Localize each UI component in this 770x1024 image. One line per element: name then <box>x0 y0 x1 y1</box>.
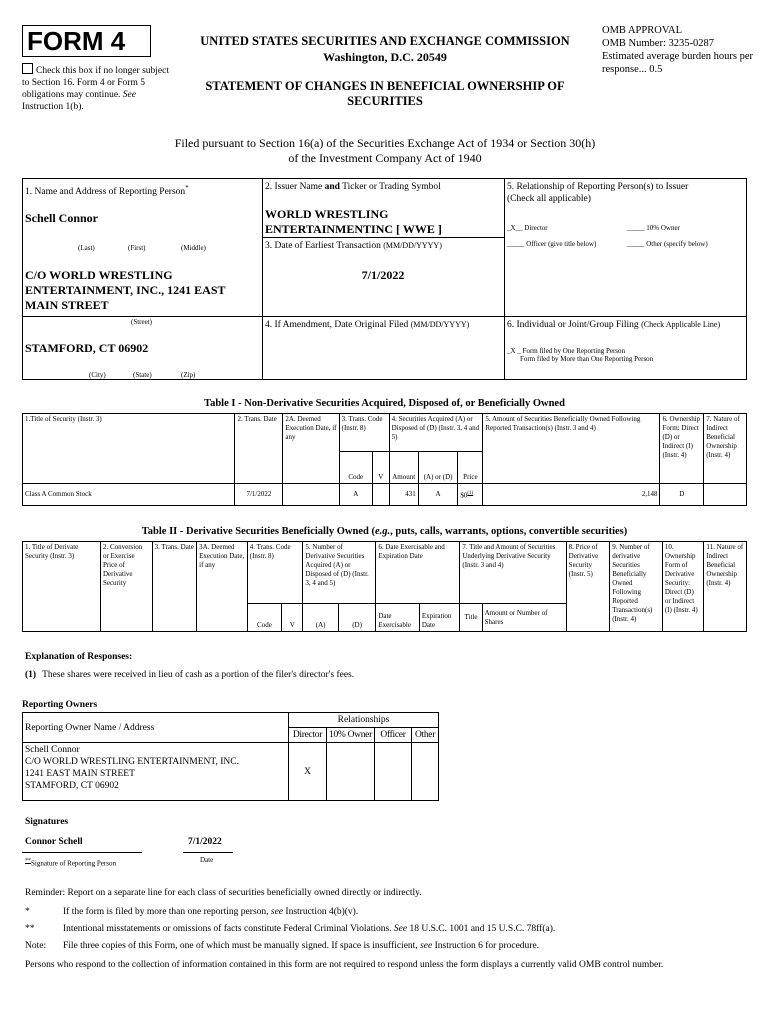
signature-label: **Signature of Reporting Person <box>25 858 116 868</box>
note-double-star: Intentional misstatements or omissions of facts constitute Federal Criminal Violations. See 18 U.S.C. 1001 and 15 U.S.C. 78ff(a). <box>63 924 556 934</box>
state-label: (State) <box>133 371 152 379</box>
form-title-box <box>22 25 151 57</box>
street-label: (Street) <box>131 318 152 326</box>
t2-h-conversion: 2. Conversion or Exercise Price of Derivative Security <box>100 542 152 632</box>
reporting-person-street: C/O WORLD WRESTLING ENTERTAINMENT, INC., 1241 EAST MAIN STREET <box>25 268 226 312</box>
signatures-heading: Signatures <box>25 817 69 827</box>
no-longer-subject-checkbox-text: Check this box if no longer subject to Section 16. Form 4 or Form 5 obligations may continue. See Instruction 1(b). <box>22 63 172 113</box>
owner-col-name: Reporting Owner Name / Address <box>23 713 289 743</box>
reporting-owners-table <box>22 712 439 801</box>
note-star-marker: * <box>25 907 30 917</box>
table2 <box>22 541 747 632</box>
t1-amount: 431 <box>389 484 418 506</box>
officer-option: _____ Officer (give title below) <box>507 240 597 248</box>
t1-h-nature: 7. Nature of Indirect Beneficial Ownership (Instr. 4) <box>704 414 747 484</box>
owner-ten-pct-mark <box>327 743 375 801</box>
t1-aord: A <box>418 484 458 506</box>
t2-h-price: 8. Price of Derivative Security (Instr. 5) <box>566 542 610 632</box>
t2-h-title: 1. Title of Derivate Security (Instr. 3) <box>23 542 101 632</box>
earliest-transaction-date: 7/1/2022 <box>361 268 405 282</box>
explanation-heading: Explanation of Responses: <box>25 652 133 662</box>
t1-h-form: 6. Ownership Form: Direct (D) or Indirect (I) (Instr. 4) <box>660 414 704 484</box>
t1-h-deemed: 2A. Deemed Execution Date, if any <box>283 414 339 484</box>
owner-col-director: Director <box>289 728 327 743</box>
city-label: (City) <box>89 371 106 379</box>
t1-sub-aord: (A) or (D) <box>418 452 458 484</box>
owner-officer-mark <box>375 743 412 801</box>
t1-form: D <box>660 484 704 506</box>
t1-h-code: 3. Trans. Code (Instr. 8) <box>339 414 389 452</box>
t2-sub-v: V <box>282 604 303 632</box>
box1-label: 1. Name and Address of Reporting Person* <box>25 184 189 198</box>
form-title: FORM 4 <box>27 26 126 56</box>
omb-persons-notice: Persons who respond to the collection of information contained in this form are not required to respond unless the form displays a currently valid OMB control number. <box>25 960 664 970</box>
t2-h-deemed: 3A. Deemed Execution Date, if any <box>197 542 248 632</box>
t2-sub-date-ex: Date Exercisable <box>376 604 420 632</box>
owner-col-relationships: Relationships <box>289 713 439 728</box>
t2-h-underlying: 7. Title and Amount of Securities Underlying Derivative Security (Instr. 3 and 4) <box>460 542 566 604</box>
filing-option-one: _X _ Form filed by One Reporting Person <box>507 347 626 355</box>
statement-title: STATEMENT OF CHANGES IN BENEFICIAL OWNERSHIP OF SECURITIES <box>205 79 565 108</box>
note-double-star-marker: ** <box>25 924 35 934</box>
filing-option-multiple: Form filed by More than One Reporting Person <box>520 355 654 363</box>
other-option: _____ Other (specify below) <box>627 240 708 248</box>
t1-sub-code: Code <box>339 452 372 484</box>
t1-security: Class A Common Stock <box>23 484 235 506</box>
t1-h-acquired: 4. Securities Acquired (A) or Disposed of (D) (Instr. 3, 4 and 5) <box>389 414 483 452</box>
t1-nature <box>704 484 747 506</box>
table-row <box>23 484 747 506</box>
table1-title: Table I - Non-Derivative Securities Acquired, Disposed of, or Beneficially Owned <box>204 398 565 409</box>
no-longer-subject-checkbox[interactable] <box>22 63 33 74</box>
t1-sub-v: V <box>372 452 389 484</box>
filed-pursuant: Filed pursuant to Section 16(a) of the Securities Exchange Act of 1934 or Section 30(h) of the Investment Company Act of 1940 <box>174 136 596 165</box>
footnote-1-text: These shares were received in lieu of cash as a portion of the filer's director's fees. <box>42 670 355 680</box>
t2-sub-d: (D) <box>338 604 375 632</box>
t2-sub-exp: Expiration Date <box>419 604 460 632</box>
owner-name-address: Schell Connor C/O WORLD WRESTLING ENTERTAINMENT, INC. 1241 EAST MAIN STREET STAMFORD, CT 06902 <box>23 743 289 801</box>
zip-label: (Zip) <box>181 371 196 379</box>
middle-label: (Middle) <box>181 244 206 252</box>
box5-label: 5. Relationship of Reporting Person(s) to Issuer (Check all applicable) <box>507 182 689 204</box>
reporting-person-city: STAMFORD, CT 06902 <box>25 341 149 355</box>
t1-h-date: 2. Trans. Date <box>235 414 283 484</box>
note-label: Note: <box>25 941 47 951</box>
t1-sub-price: Price <box>458 452 483 484</box>
t2-h-date: 3. Trans. Date <box>152 542 197 632</box>
omb-box <box>602 24 762 76</box>
first-label: (First) <box>128 244 146 252</box>
agency-location: Washington, D.C. 20549 <box>323 50 447 64</box>
date-label: Date <box>200 856 214 864</box>
issuer-name: WORLD WRESTLING ENTERTAINMENTINC [ WWE ] <box>265 207 442 236</box>
omb-number: OMB Number: 3235-0287 <box>602 38 714 49</box>
explanation-item <box>25 669 354 681</box>
agency-name: UNITED STATES SECURITIES AND EXCHANGE COMMISSION <box>200 34 570 48</box>
t2-h-nature: 11. Nature of Indirect Beneficial Ownership (Instr. 4) <box>704 542 747 632</box>
t2-h-form: 10. Ownership Form of Derivative Security: Direct (D) or Indirect (I) (Instr. 4) <box>662 542 704 632</box>
note-star: If the form is filed by more than one reporting person, see Instruction 4(b)(v). <box>63 907 359 917</box>
reporting-person-name: Schell Connor <box>25 211 99 225</box>
t2-sub-title: Title <box>460 604 482 632</box>
t2-sub-amount: Amount or Number of Shares <box>482 604 566 632</box>
owner-col-other: Other <box>412 728 439 743</box>
t2-h-number: 5. Number of Derivative Securities Acquired (A) or Disposed of (D) (Instr. 3, 4 and 5) <box>303 542 376 604</box>
omb-burden: Estimated average burden hours per response... 0.5 <box>602 51 754 75</box>
box6-label: 6. Individual or Joint/Group Filing (Check Applicable Line) <box>507 320 721 330</box>
footnote-1-marker: (1) <box>25 670 37 680</box>
table2-title: Table II - Derivative Securities Beneficially Owned (e.g., puts, calls, warrants, options, convertible securities) <box>141 526 628 537</box>
omb-approval: OMB APPROVAL <box>602 25 683 36</box>
box3-label: 3. Date of Earliest Transaction (MM/DD/YYYY) <box>265 241 442 251</box>
signature-date: 7/1/2022 <box>188 837 222 847</box>
t1-price: $0 <box>460 491 468 500</box>
reminder: Reminder: Report on a separate line for each class of securities beneficially owned directly or indirectly. <box>25 888 422 898</box>
footnote-1-link[interactable]: (1) <box>467 490 474 496</box>
t1-date: 7/1/2022 <box>235 484 283 506</box>
t2-h-exercisable: 6. Date Exercisable and Expiration Date <box>376 542 460 604</box>
t2-h-owned: 9. Number of derivative Securities Beneficially Owned Following Reported Transaction(s) (Instr. 4) <box>610 542 663 632</box>
reporting-owners-heading: Reporting Owners <box>22 700 98 710</box>
owner-col-ten-pct: 10% Owner <box>327 728 375 743</box>
last-label: (Last) <box>78 244 95 252</box>
t1-v <box>372 484 389 506</box>
t1-h-owned: 5. Amount of Securities Beneficially Owned Following Reported Transaction(s) (Instr. 3 and 4) <box>483 414 660 484</box>
table-row <box>23 743 439 801</box>
table1 <box>22 413 747 506</box>
box2-label: 2. Issuer Name and Ticker or Trading Symbol <box>265 182 441 192</box>
t2-h-code: 4. Trans. Code (Instr. 8) <box>247 542 303 604</box>
director-option: _X__ Director <box>507 224 548 232</box>
t2-sub-code: Code <box>247 604 281 632</box>
t1-price-cell <box>458 484 483 506</box>
t1-owned: 2,148 <box>483 484 660 506</box>
signature-name: Connor Schell <box>25 837 83 847</box>
note-file-copies: File three copies of this Form, one of which must be manually signed. If space is insufficient, see Instruction 6 for procedure. <box>63 941 540 951</box>
t2-sub-a: (A) <box>303 604 338 632</box>
owner-other-mark <box>412 743 439 801</box>
t1-code: A <box>339 484 372 506</box>
t1-sub-amount: Amount <box>389 452 418 484</box>
owner-col-officer: Officer <box>375 728 412 743</box>
box4-label: 4. If Amendment, Date Original Filed (MM/DD/YYYY) <box>265 320 470 330</box>
owner-director-mark: X <box>289 743 327 801</box>
t1-deemed <box>283 484 339 506</box>
t1-h-title: 1.Title of Security (Instr. 3) <box>23 414 235 484</box>
ten-pct-owner-option: _____ 10% Owner <box>627 224 680 232</box>
